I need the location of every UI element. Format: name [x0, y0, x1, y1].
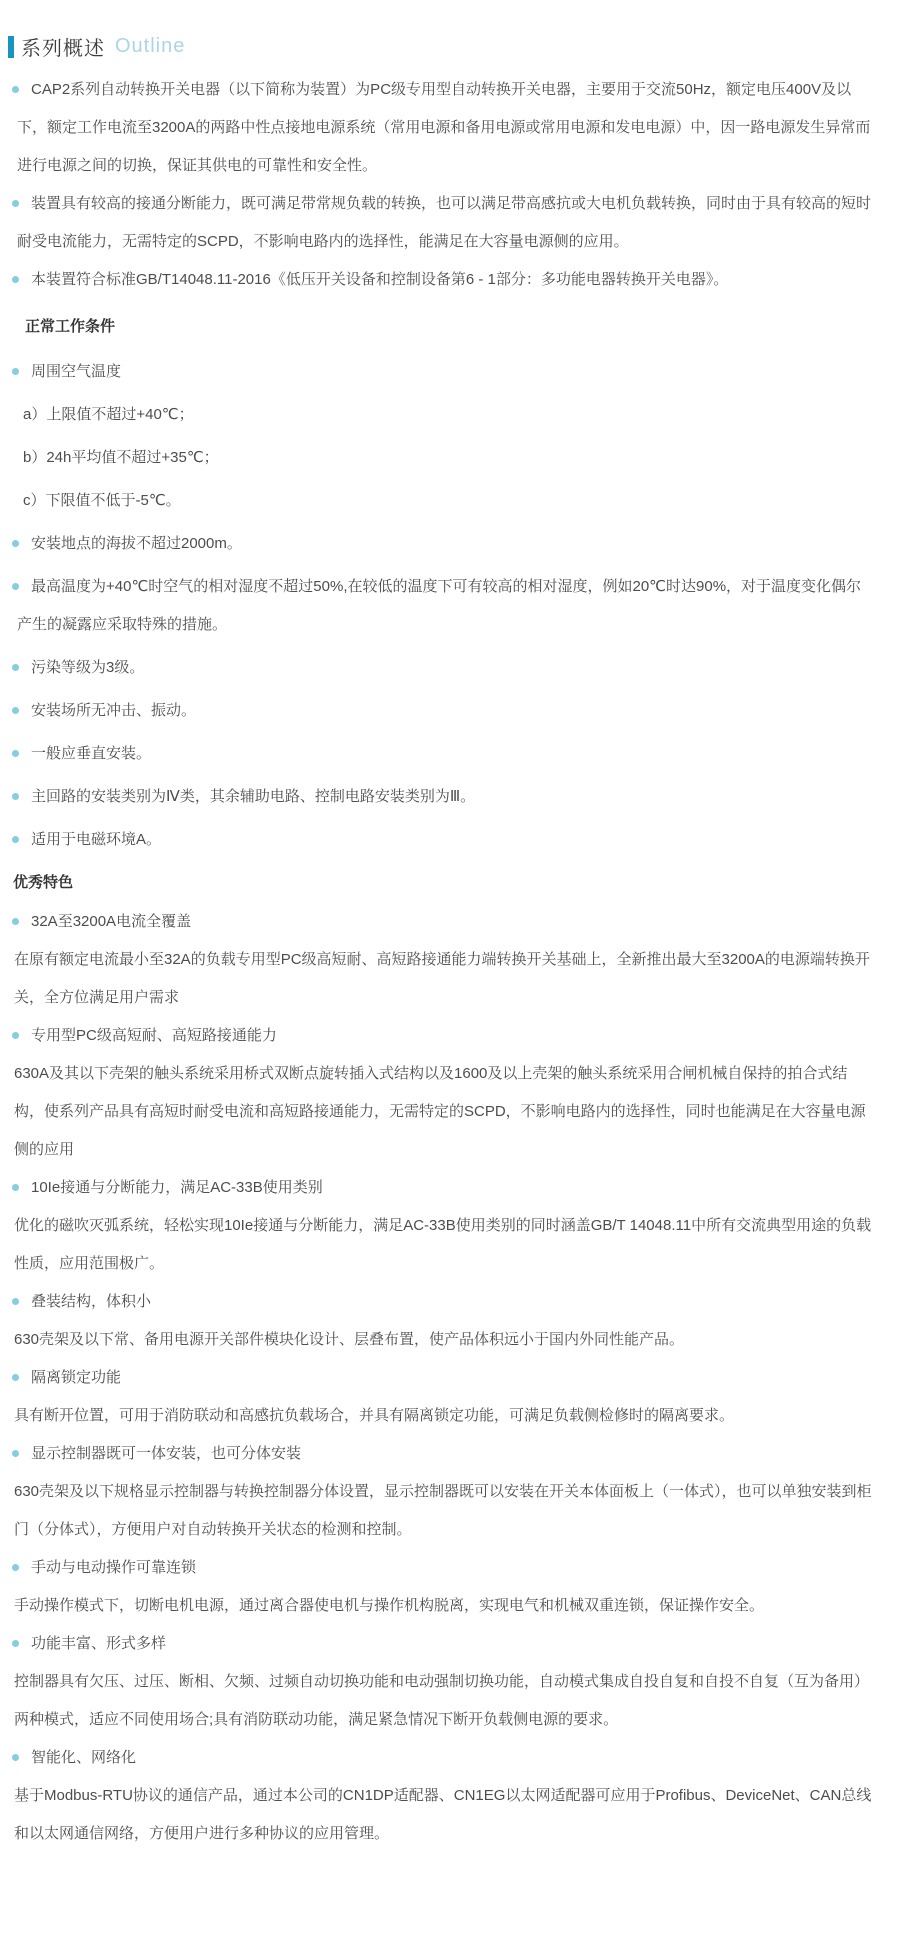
bullet-icon: [12, 750, 19, 757]
bullet-icon: [12, 1450, 19, 1457]
bullet-item: [0, 1739, 900, 1777]
bullet-item: [0, 71, 900, 185]
paragraph-text: 智能化、网络化: [31, 1749, 137, 1766]
bullet-item: [0, 261, 900, 299]
body-paragraph: 手动操作模式下，切断电机电源，通过离合器使电机与操作机构脱离，实现电气和机械双重连锁，保证操作安全。: [14, 1597, 765, 1614]
bullet-icon: [12, 707, 19, 714]
bullet-item: [0, 778, 900, 816]
body-paragraph: 在原有额定电流最小至32A的负载专用型PC级高短耐、高短路接通能力端转换开关基础上，全新推出最大至3200A的电源端转换开关，全方位满足用户需求: [14, 951, 870, 1006]
bullet-item: [0, 1283, 900, 1321]
paragraph-text: 功能丰富、形式多样: [31, 1635, 167, 1652]
sub-item: c）下限值不低于-5℃。: [23, 492, 181, 509]
bullet-icon: [12, 368, 19, 375]
bullet-icon: [12, 918, 19, 925]
sub-item: a）上限值不超过+40℃；: [23, 406, 194, 423]
section-heading-features: 优秀特色: [13, 874, 74, 891]
paragraph-text: 隔离锁定功能: [31, 1369, 122, 1386]
bullet-item: [0, 525, 900, 563]
bullet-item: [0, 903, 900, 941]
bullet-icon: [12, 1374, 19, 1381]
bullet-icon: [12, 1640, 19, 1647]
paragraph-text: 适用于电磁环境A。: [31, 831, 162, 848]
accent-bar-icon: [8, 36, 14, 58]
bullet-icon: [12, 276, 19, 283]
body-paragraph: 630壳架及以下规格显示控制器与转换控制器分体设置，显示控制器既可以安装在开关本体面板上（一体式），也可以单独安装到柜门（分体式），方便用户对自动转换开关状态的检测和控制。: [14, 1483, 872, 1538]
body-paragraph: 630壳架及以下常、备用电源开关部件模块化设计、层叠布置，使产品体积远小于国内外同性能产品。: [14, 1331, 685, 1348]
bullet-item: [0, 735, 900, 773]
bullet-icon: [12, 200, 19, 207]
bullet-item: [0, 1359, 900, 1397]
bullet-item: [0, 568, 900, 644]
document-body: [0, 71, 900, 1853]
bullet-icon: [12, 86, 19, 93]
bullet-icon: [12, 583, 19, 590]
bullet-item: [0, 821, 900, 859]
bullet-icon: [12, 540, 19, 547]
paragraph-text: 专用型PC级高短耐、高短路接通能力: [31, 1027, 277, 1044]
body-paragraph: 控制器具有欠压、过压、断相、欠频、过频自动切换功能和电动强制切换功能，自动模式集成自投自复和自投不自复（互为备用）两种模式，适应不同使用场合;具有消防联动功能，满足紧急情况下断开负载侧电源的要求。: [14, 1673, 870, 1728]
bullet-item: [0, 1017, 900, 1055]
bullet-item: [0, 1435, 900, 1473]
paragraph-text: 32A至3200A电流全覆盖: [31, 913, 192, 930]
body-paragraph: 基于Modbus-RTU协议的通信产品，通过本公司的CN1DP适配器、CN1EG以太网适配器可应用于Profibus、DeviceNet、CAN总线和以太网通信网络，方便用户进行多种协议的应用管理。: [14, 1787, 872, 1842]
paragraph-text: 安装地点的海拔不超过2000m。: [31, 535, 242, 552]
body-paragraph: 630A及其以下壳架的触头系统采用桥式双断点旋转插入式结构以及1600及以上壳架的触头系统采用合闸机械自保持的拍合式结构，使系列产品具有高短时耐受电流和高短路接通能力，无需特定的SCPD，不影响电路内的选择性，同时也能满足在大容量电源侧的应用: [14, 1065, 866, 1158]
paragraph-text: 周围空气温度: [31, 363, 122, 380]
paragraph-text: 显示控制器既可一体安装，也可分体安装: [31, 1445, 302, 1462]
bullet-icon: [12, 1032, 19, 1039]
paragraph-text: 本装置符合标准GB/T14048.11-2016《低压开关设备和控制设备第6 - 1部分：多功能电器转换开关电器》。: [31, 271, 729, 288]
section-header: [0, 0, 900, 71]
body-paragraph: 优化的磁吹灭弧系统，轻松实现10Ie接通与分断能力，满足AC-33B使用类别的同时涵盖GB/T 14048.11中所有交流典型用途的负载性质，应用范围极广。: [14, 1217, 872, 1272]
bullet-item: [0, 1169, 900, 1207]
bullet-item: [0, 692, 900, 730]
paragraph-text: 手动与电动操作可靠连锁: [31, 1559, 197, 1576]
bullet-item: [0, 1625, 900, 1663]
bullet-icon: [12, 1298, 19, 1305]
bullet-icon: [12, 836, 19, 843]
bullet-icon: [12, 1184, 19, 1191]
paragraph-text: 装置具有较高的接通分断能力，既可满足带常规负载的转换，也可以满足带高感抗或大电机负载转换，同时由于具有较高的短时耐受电流能力，无需特定的SCPD，不影响电路内的选择性，能满足在大容量电源侧的应用。: [17, 195, 872, 250]
paragraph-text: 一般应垂直安装。: [31, 745, 152, 762]
paragraph-text: 最高温度为+40℃时空气的相对湿度不超过50%,在较低的温度下可有较高的相对湿度，例如20℃时达90%，对于温度变化偶尔产生的凝露应采取特殊的措施。: [17, 578, 862, 633]
paragraph-text: CAP2系列自动转换开关电器（以下简称为装置）为PC级专用型自动转换开关电器，主要用于交流50Hz，额定电压400V及以下，额定工作电流至3200A的两路中性点接地电源系统（常用电源和备用电源或常用电源和发电电源）中，因一路电源发生异常而进行电源之间的切换，保证其供电的可靠性和安全性。: [17, 81, 871, 174]
sub-item: b）24h平均值不超过+35℃；: [23, 449, 219, 466]
paragraph-text: 10Ie接通与分断能力，满足AC-33B使用类别: [31, 1179, 323, 1196]
bullet-item: [0, 185, 900, 261]
bullet-item: [0, 1549, 900, 1587]
page-title: 系列概述: [21, 38, 105, 60]
bullet-icon: [12, 1754, 19, 1761]
paragraph-text: 叠装结构，体积小: [31, 1293, 152, 1310]
section-heading-normal-conditions: 正常工作条件: [25, 318, 116, 335]
page-subtitle: Outline: [115, 35, 186, 57]
paragraph-text: 污染等级为3级。: [31, 659, 145, 676]
paragraph-text: 主回路的安装类别为Ⅳ类，其余辅助电路、控制电路安装类别为Ⅲ。: [31, 788, 476, 805]
bullet-icon: [12, 1564, 19, 1571]
bullet-icon: [12, 664, 19, 671]
paragraph-text: 安装场所无冲击、振动。: [31, 702, 197, 719]
bullet-item: [0, 353, 900, 391]
bullet-item: [0, 649, 900, 687]
body-paragraph: 具有断开位置，可用于消防联动和高感抗负载场合，并具有隔离锁定功能，可满足负载侧检修时的隔离要求。: [14, 1407, 735, 1424]
bullet-icon: [12, 793, 19, 800]
